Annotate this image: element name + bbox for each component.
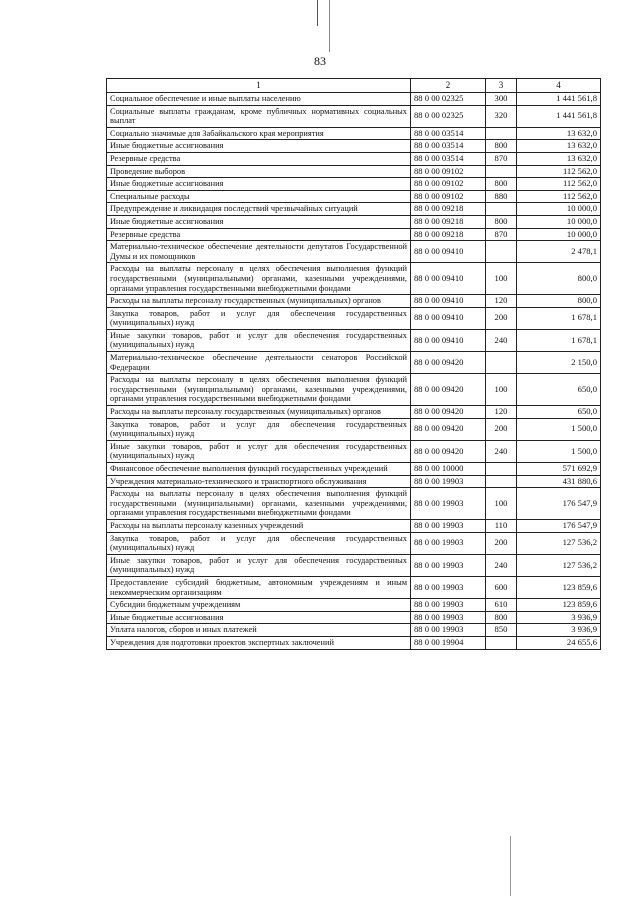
table-row: [107, 519, 601, 532]
table-row: [107, 554, 601, 576]
header-col-3: 3: [486, 79, 517, 93]
row-name-cell: Иные закупки товаров, работ и услуг для обеспечения государственных (муниципальных) нужд: [107, 554, 411, 576]
row-type-cell: 320: [486, 105, 517, 127]
row-type-cell: 240: [486, 440, 517, 462]
row-name-cell: Учреждения материально-технического и транспортного обслуживания: [107, 475, 411, 488]
row-code-cell: 88 0 00 09218: [411, 203, 486, 216]
table-row: [107, 307, 601, 329]
table-row: [107, 475, 601, 488]
row-type-cell: 240: [486, 329, 517, 351]
row-name-cell: Расходы на выплаты персоналу казенных учреждений: [107, 519, 411, 532]
row-code-cell: 88 0 00 19903: [411, 519, 486, 532]
row-code-cell: 88 0 00 19903: [411, 475, 486, 488]
row-amount-cell: 10 000,0: [517, 215, 601, 228]
row-amount-cell: 10 000,0: [517, 228, 601, 241]
row-amount-cell: 1 441 561,8: [517, 105, 601, 127]
row-amount-cell: 112 562,0: [517, 190, 601, 203]
table-row: [107, 440, 601, 462]
row-name-cell: Уплата налогов, сборов и иных платежей: [107, 624, 411, 637]
row-name-cell: Расходы на выплаты персоналу в целях обеспечения выполнения функций государственными (муниципальными) органами, казенными учреждениями, органами управления государственными внебюджетными фондами: [107, 488, 411, 520]
row-amount-cell: 3 936,9: [517, 611, 601, 624]
row-code-cell: 88 0 00 03514: [411, 152, 486, 165]
row-type-cell: [486, 463, 517, 476]
table-row: [107, 127, 601, 140]
row-type-cell: 600: [486, 576, 517, 598]
table-row: [107, 488, 601, 520]
row-name-cell: Иные бюджетные ассигнования: [107, 178, 411, 191]
row-name-cell: Предупреждение и ликвидация последствий чрезвычайных ситуаций: [107, 203, 411, 216]
row-name-cell: Расходы на выплаты персоналу в целях обеспечения выполнения функций государственными (муниципальными) органами, казенными учреждениями, органами управления государственными внебюджетными фондами: [107, 263, 411, 295]
header-col-2: 2: [411, 79, 486, 93]
table-row: [107, 190, 601, 203]
row-name-cell: Иные закупки товаров, работ и услуг для обеспечения государственных (муниципальных) нужд: [107, 440, 411, 462]
row-type-cell: [486, 475, 517, 488]
row-type-cell: 240: [486, 554, 517, 576]
row-type-cell: 800: [486, 140, 517, 153]
table-row: [107, 152, 601, 165]
row-code-cell: 88 0 00 02325: [411, 105, 486, 127]
table-row: [107, 624, 601, 637]
table-row: [107, 463, 601, 476]
row-name-cell: Иные закупки товаров, работ и услуг для обеспечения государственных (муниципальных) нужд: [107, 329, 411, 351]
row-code-cell: 88 0 00 09410: [411, 241, 486, 263]
table-row: [107, 576, 601, 598]
row-code-cell: 88 0 00 02325: [411, 93, 486, 106]
row-amount-cell: 1 500,0: [517, 418, 601, 440]
row-type-cell: 110: [486, 519, 517, 532]
row-amount-cell: 2 478,1: [517, 241, 601, 263]
row-amount-cell: 176 547,9: [517, 488, 601, 520]
row-amount-cell: 13 632,0: [517, 152, 601, 165]
table-row: [107, 228, 601, 241]
row-code-cell: 88 0 00 09410: [411, 307, 486, 329]
page-number: 83: [314, 54, 326, 68]
row-type-cell: [486, 165, 517, 178]
scan-artifact-line: [317, 0, 318, 26]
row-amount-cell: 1 678,1: [517, 307, 601, 329]
table-row: [107, 611, 601, 624]
row-amount-cell: 2 150,0: [517, 352, 601, 374]
row-amount-cell: 800,0: [517, 263, 601, 295]
row-type-cell: 870: [486, 152, 517, 165]
row-code-cell: 88 0 00 19903: [411, 488, 486, 520]
row-amount-cell: 123 859,6: [517, 599, 601, 612]
row-amount-cell: 650,0: [517, 374, 601, 406]
row-code-cell: 88 0 00 09410: [411, 295, 486, 308]
row-amount-cell: 112 562,0: [517, 165, 601, 178]
table-row: [107, 418, 601, 440]
row-type-cell: 800: [486, 178, 517, 191]
row-name-cell: Специальные расходы: [107, 190, 411, 203]
scan-artifact-line: [329, 0, 330, 52]
row-type-cell: [486, 241, 517, 263]
row-type-cell: 850: [486, 624, 517, 637]
row-name-cell: Субсидии бюджетным учреждениям: [107, 599, 411, 612]
row-amount-cell: 127 536,2: [517, 532, 601, 554]
row-code-cell: 88 0 00 03514: [411, 140, 486, 153]
row-type-cell: 100: [486, 263, 517, 295]
row-name-cell: Социальные выплаты гражданам, кроме публичных нормативных социальных выплат: [107, 105, 411, 127]
budget-table: [106, 78, 601, 650]
row-code-cell: 88 0 00 09102: [411, 165, 486, 178]
row-amount-cell: 431 880,6: [517, 475, 601, 488]
row-type-cell: 800: [486, 215, 517, 228]
row-name-cell: Иные бюджетные ассигнования: [107, 140, 411, 153]
table-row: [107, 352, 601, 374]
row-name-cell: Финансовое обеспечение выполнения функций государственных учреждений: [107, 463, 411, 476]
row-name-cell: Иные бюджетные ассигнования: [107, 611, 411, 624]
row-amount-cell: 127 536,2: [517, 554, 601, 576]
row-code-cell: 88 0 00 09410: [411, 329, 486, 351]
table-row: [107, 93, 601, 106]
row-code-cell: 88 0 00 03514: [411, 127, 486, 140]
row-name-cell: Резервные средства: [107, 152, 411, 165]
table-row: [107, 203, 601, 216]
row-name-cell: Закупка товаров, работ и услуг для обеспечения государственных (муниципальных) нужд: [107, 418, 411, 440]
table-row: [107, 241, 601, 263]
row-code-cell: 88 0 00 09218: [411, 215, 486, 228]
row-name-cell: Расходы на выплаты персоналу государственных (муниципальных) органов: [107, 406, 411, 419]
row-code-cell: 88 0 00 19903: [411, 554, 486, 576]
header-col-4: 4: [517, 79, 601, 93]
row-type-cell: 100: [486, 374, 517, 406]
row-code-cell: 88 0 00 09420: [411, 352, 486, 374]
table-row: [107, 165, 601, 178]
row-amount-cell: 1 500,0: [517, 440, 601, 462]
row-type-cell: 300: [486, 93, 517, 106]
row-name-cell: Расходы на выплаты персоналу в целях обеспечения выполнения функций государственными (муниципальными) органами, казенными учреждениями, органами управления государственными внебюджетными фондами: [107, 374, 411, 406]
row-type-cell: 100: [486, 488, 517, 520]
row-type-cell: [486, 203, 517, 216]
row-amount-cell: 112 562,0: [517, 178, 601, 191]
table-row: [107, 636, 601, 649]
row-type-cell: 120: [486, 406, 517, 419]
table-row: [107, 374, 601, 406]
table-row: [107, 140, 601, 153]
row-amount-cell: 650,0: [517, 406, 601, 419]
row-code-cell: 88 0 00 09420: [411, 440, 486, 462]
row-code-cell: 88 0 00 19903: [411, 611, 486, 624]
row-code-cell: 88 0 00 09420: [411, 418, 486, 440]
row-type-cell: 200: [486, 307, 517, 329]
row-type-cell: [486, 127, 517, 140]
row-type-cell: 610: [486, 599, 517, 612]
row-amount-cell: 571 692,9: [517, 463, 601, 476]
row-code-cell: 88 0 00 19903: [411, 624, 486, 637]
row-code-cell: 88 0 00 09102: [411, 190, 486, 203]
row-code-cell: 88 0 00 19903: [411, 599, 486, 612]
row-name-cell: Закупка товаров, работ и услуг для обеспечения государственных (муниципальных) нужд: [107, 307, 411, 329]
row-amount-cell: 10 000,0: [517, 203, 601, 216]
row-name-cell: Проведение выборов: [107, 165, 411, 178]
table-row: [107, 178, 601, 191]
row-amount-cell: 1 441 561,8: [517, 93, 601, 106]
table-row: [107, 295, 601, 308]
row-name-cell: Расходы на выплаты персоналу государственных (муниципальных) органов: [107, 295, 411, 308]
row-amount-cell: 3 936,9: [517, 624, 601, 637]
row-code-cell: 88 0 00 19904: [411, 636, 486, 649]
table-row: [107, 263, 601, 295]
header-col-1: 1: [107, 79, 411, 93]
table-row: [107, 532, 601, 554]
row-amount-cell: 13 632,0: [517, 127, 601, 140]
row-amount-cell: 1 678,1: [517, 329, 601, 351]
table-row: [107, 599, 601, 612]
row-amount-cell: 800,0: [517, 295, 601, 308]
row-amount-cell: 176 547,9: [517, 519, 601, 532]
row-code-cell: 88 0 00 09218: [411, 228, 486, 241]
row-amount-cell: 24 655,6: [517, 636, 601, 649]
row-name-cell: Резервные средства: [107, 228, 411, 241]
row-code-cell: 88 0 00 19903: [411, 576, 486, 598]
row-type-cell: 880: [486, 190, 517, 203]
row-name-cell: Закупка товаров, работ и услуг для обеспечения государственных (муниципальных) нужд: [107, 532, 411, 554]
row-name-cell: Учреждения для подготовки проектов экспертных заключений: [107, 636, 411, 649]
row-name-cell: Предоставление субсидий бюджетным, автономным учреждениям и иным некоммерческим организациям: [107, 576, 411, 598]
row-code-cell: 88 0 00 10000: [411, 463, 486, 476]
row-name-cell: Материально-техническое обеспечение деятельности депутатов Государственной Думы и их помощников: [107, 241, 411, 263]
row-code-cell: 88 0 00 09420: [411, 406, 486, 419]
row-type-cell: 870: [486, 228, 517, 241]
row-name-cell: Социальное обеспечение и иные выплаты населению: [107, 93, 411, 106]
row-code-cell: 88 0 00 09102: [411, 178, 486, 191]
row-name-cell: Социально значимые для Забайкальского края мероприятия: [107, 127, 411, 140]
scan-artifact-line: [510, 836, 511, 896]
row-code-cell: 88 0 00 19903: [411, 532, 486, 554]
row-amount-cell: 13 632,0: [517, 140, 601, 153]
table-row: [107, 406, 601, 419]
row-name-cell: Иные бюджетные ассигнования: [107, 215, 411, 228]
table-row: [107, 105, 601, 127]
row-type-cell: 800: [486, 611, 517, 624]
row-name-cell: Материально-техническое обеспечение деятельности сенаторов Российской Федерации: [107, 352, 411, 374]
row-type-cell: 200: [486, 532, 517, 554]
row-code-cell: 88 0 00 09410: [411, 263, 486, 295]
row-type-cell: 200: [486, 418, 517, 440]
row-amount-cell: 123 859,6: [517, 576, 601, 598]
table-row: [107, 329, 601, 351]
row-type-cell: [486, 352, 517, 374]
row-code-cell: 88 0 00 09420: [411, 374, 486, 406]
row-type-cell: 120: [486, 295, 517, 308]
table-body: [107, 93, 601, 650]
table-row: [107, 215, 601, 228]
table-header-row: [107, 79, 601, 93]
row-type-cell: [486, 636, 517, 649]
